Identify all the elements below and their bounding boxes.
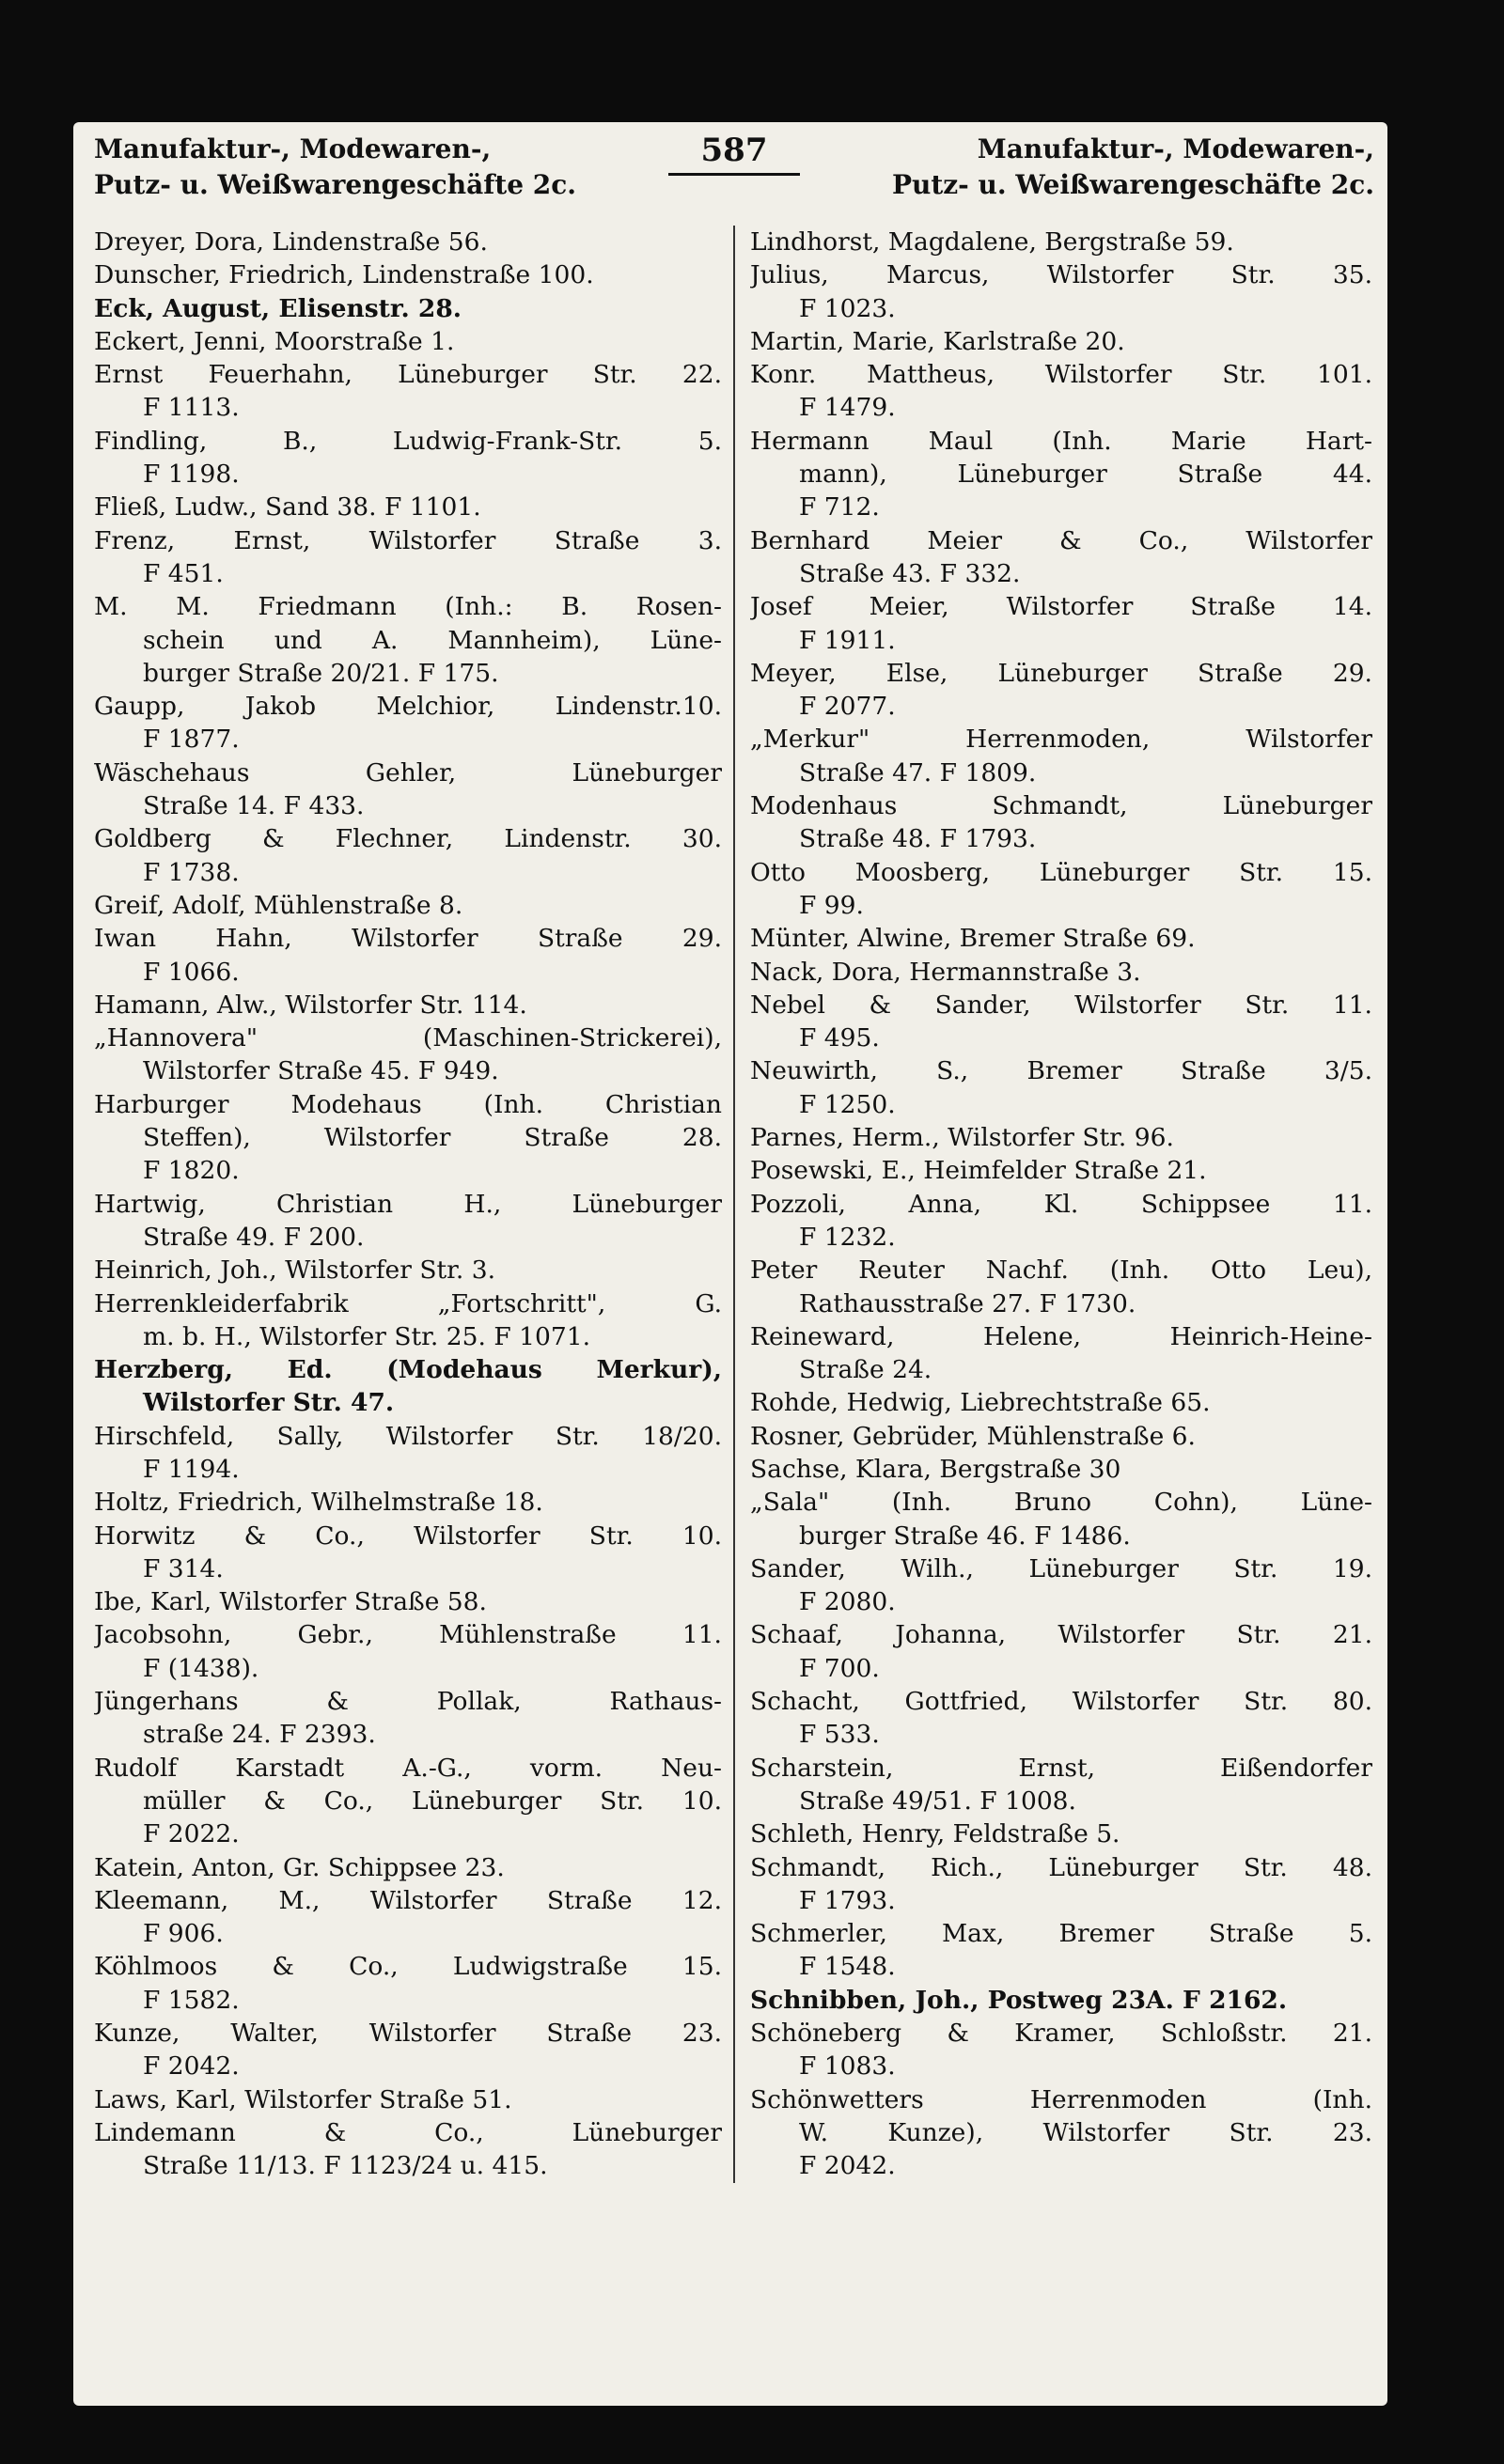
directory-entry <box>94 1950 722 2017</box>
entry-continuation-line: F 99. <box>799 890 864 920</box>
entry-continuation-line: Wilstorfer Straße 45. F 949. <box>143 1056 499 1086</box>
directory-entry <box>750 1817 1372 1850</box>
entry-name-line: Schaaf, Johanna, Wilstorfer Str. 21. <box>750 1620 1372 1650</box>
directory-entry <box>94 1088 722 1188</box>
directory-entry <box>94 690 722 756</box>
entry-continuation-line: Straße 48. F 1793. <box>799 824 1037 854</box>
entry-name-line: Nebel & Sander, Wilstorfer Str. 11. <box>750 990 1372 1020</box>
entry-continuation-line: F 495. <box>799 1023 880 1053</box>
entry-continuation-line: F 2022. <box>143 1819 240 1849</box>
entry-continuation-line: F 1194. <box>143 1454 240 1484</box>
left-column <box>94 226 733 2183</box>
entry-continuation-line: Straße 14. F 433. <box>143 791 365 821</box>
entry-name-line: Kunze, Walter, Wilstorfer Straße 23. <box>94 2019 722 2049</box>
entry-name-line: Reineward, Helene, Heinrich-Heine- <box>750 1321 1372 1351</box>
entry-name-line: Katein, Anton, Gr. Schippsee 23. <box>94 1852 505 1882</box>
directory-entry <box>750 325 1372 358</box>
directory-entry <box>94 325 722 358</box>
page-header <box>94 132 1374 226</box>
entry-name-line: Josef Meier, Wilstorfer Straße 14. <box>750 592 1372 622</box>
entry-name-line: Otto Moosberg, Lüneburger Str. 15. <box>750 857 1372 887</box>
entry-name-line: Scharstein, Ernst, Eißendorfer <box>750 1753 1372 1783</box>
entry-continuation-line: F 1582. <box>143 1985 240 2015</box>
entry-name-line: Lindhorst, Magdalene, Bergstraße 59. <box>750 227 1234 257</box>
entry-name-line: Eck, August, Elisenstr. 28. <box>94 293 462 323</box>
directory-entry <box>750 723 1372 789</box>
directory-entry <box>750 789 1372 856</box>
entry-name-line: Hartwig, Christian H., Lüneburger <box>94 1189 722 1219</box>
directory-entry <box>94 922 722 989</box>
directory-entry <box>750 1486 1372 1552</box>
directory-entry <box>94 1353 722 1420</box>
directory-entry <box>750 1054 1372 1121</box>
entry-name-line: Schacht, Gottfried, Wilstorfer Str. 80. <box>750 1687 1372 1717</box>
running-head-left <box>94 132 576 203</box>
entry-continuation-line: F 1066. <box>143 957 240 987</box>
entry-continuation-line: straße 24. F 2393. <box>143 1720 376 1750</box>
entry-name-line: Herrenkleiderfabrik „Fortschritt", G. <box>94 1288 722 1318</box>
directory-entry <box>94 226 722 258</box>
entry-name-line: Sachse, Klara, Bergstraße 30 <box>750 1454 1121 1484</box>
directory-entry <box>94 358 722 425</box>
directory-entry <box>750 1254 1372 1320</box>
entry-continuation-line: W. Kunze), Wilstorfer Str. 23. <box>799 2117 1372 2147</box>
directory-entry <box>94 1287 722 1354</box>
entry-continuation-line: F 1250. <box>799 1089 896 1119</box>
directory-entry <box>94 1520 722 1586</box>
directory-entry <box>94 989 722 1021</box>
directory-entry <box>750 226 1372 258</box>
entry-name-line: Münter, Alwine, Bremer Straße 69. <box>750 924 1196 954</box>
entry-continuation-line: F 1232. <box>799 1222 896 1252</box>
entry-continuation-line: F 533. <box>799 1720 880 1750</box>
entry-continuation-line: F 451. <box>143 558 224 588</box>
entry-continuation-line: F 314. <box>143 1553 224 1583</box>
directory-entry <box>750 1552 1372 1619</box>
directory-entry <box>750 1420 1372 1453</box>
entry-continuation-line: F 2080. <box>799 1587 896 1617</box>
directory-entry <box>750 1685 1372 1752</box>
directory-entry <box>750 657 1372 724</box>
entry-name-line: Schöneberg & Kramer, Schloßstr. 21. <box>750 2019 1372 2049</box>
directory-entry <box>94 2017 722 2083</box>
entry-name-line: Jacobsohn, Gebr., Mühlenstraße 11. <box>94 1620 722 1650</box>
entry-continuation-line: schein und A. Mannheim), Lüne- <box>143 625 722 655</box>
directory-entry <box>750 956 1372 989</box>
entry-name-line: „Merkur" Herrenmoden, Wilstorfer <box>750 725 1372 755</box>
directory-entry <box>750 2083 1372 2183</box>
entry-continuation-line: F 1023. <box>799 293 896 323</box>
entry-continuation-line: Straße 43. F 332. <box>799 558 1021 588</box>
entry-name-line: Heinrich, Joh., Wilstorfer Str. 3. <box>94 1255 496 1286</box>
directory-entry <box>750 524 1372 591</box>
directory-entry <box>94 1884 722 1951</box>
entry-name-line: Frenz, Ernst, Wilstorfer Straße 3. <box>94 525 722 555</box>
right-column <box>733 226 1372 2183</box>
entry-name-line: Dunscher, Friedrich, Lindenstraße 100. <box>94 260 594 290</box>
entry-name-line: „Hannovera" (Maschinen-Strickerei), <box>94 1023 722 1053</box>
entry-name-line: Nack, Dora, Hermannstraße 3. <box>750 957 1141 987</box>
entry-continuation-line: F 712. <box>799 492 880 522</box>
directory-entry <box>94 1685 722 1752</box>
entry-name-line: Modenhaus Schmandt, Lüneburger <box>750 791 1372 821</box>
entry-continuation-line: F 2042. <box>799 2151 896 2181</box>
entry-name-line: Rudolf Karstadt A.-G., vorm. Neu- <box>94 1753 722 1783</box>
page-number-block <box>668 132 800 176</box>
entry-name-line: Hirschfeld, Sally, Wilstorfer Str. 18/20. <box>94 1421 722 1451</box>
directory-entry <box>94 1486 722 1519</box>
directory-entry <box>94 1851 722 1884</box>
entry-continuation-line: F 1548. <box>799 1952 896 1982</box>
directory-entry <box>94 292 722 325</box>
entry-continuation-line: F 2042. <box>143 2051 240 2082</box>
entry-continuation-line: F 1198. <box>143 460 240 490</box>
running-head-right <box>892 132 1374 203</box>
entry-continuation-line: Wilstorfer Str. 47. <box>143 1388 395 1418</box>
entry-name-line: Rohde, Hedwig, Liebrechtstraße 65. <box>750 1388 1211 1418</box>
directory-entry <box>750 856 1372 923</box>
entry-name-line: Herzberg, Ed. (Modehaus Merkur), <box>94 1355 722 1385</box>
entry-name-line: Posewski, E., Heimfelder Straße 21. <box>750 1156 1207 1186</box>
entry-continuation-line: F 2077. <box>799 692 896 722</box>
directory-entry <box>94 1254 722 1287</box>
entry-continuation-line: burger Straße 20/21. F 175. <box>143 658 499 688</box>
entry-continuation-line: F 1877. <box>143 725 240 755</box>
directory-entry <box>750 590 1372 657</box>
entry-name-line: Jüngerhans & Pollak, Rathaus- <box>94 1687 722 1717</box>
directory-entry <box>94 1021 722 1088</box>
running-head-right-line2: Putz- u. Weißwarengeschäfte 2c. <box>891 169 1374 200</box>
directory-entry <box>94 1420 722 1487</box>
entry-name-line: Schmerler, Max, Bremer Straße 5. <box>750 1919 1372 1949</box>
entry-name-line: Köhlmoos & Co., Ludwigstraße 15. <box>94 1952 722 1982</box>
entry-continuation-line: Straße 24. <box>799 1355 932 1385</box>
entry-name-line: Pozzoli, Anna, Kl. Schippsee 11. <box>750 1189 1372 1219</box>
directory-entry <box>750 1851 1372 1918</box>
entry-continuation-line: Straße 11/13. F 1123/24 u. 415. <box>143 2151 548 2181</box>
entry-name-line: Peter Reuter Nachf. (Inh. Otto Leu), <box>750 1255 1372 1286</box>
entry-name-line: Goldberg & Flechner, Lindenstr. 30. <box>94 824 722 854</box>
directory-entry <box>94 2083 722 2116</box>
directory-entry <box>94 1585 722 1618</box>
entry-name-line: Hamann, Alw., Wilstorfer Str. 114. <box>94 990 527 1020</box>
directory-entry <box>750 1453 1372 1486</box>
directory-entry <box>750 1752 1372 1818</box>
directory-entry <box>94 1752 722 1851</box>
entry-name-line: Sander, Wilh., Lüneburger Str. 19. <box>750 1553 1372 1583</box>
entry-continuation-line: Steffen), Wilstorfer Straße 28. <box>143 1123 722 1153</box>
entry-continuation-line: müller & Co., Lüneburger Str. 10. <box>143 1786 722 1816</box>
entry-name-line: Eckert, Jenni, Moorstraße 1. <box>94 326 455 356</box>
directory-entry <box>750 1618 1372 1685</box>
entry-name-line: Rosner, Gebrüder, Mühlenstraße 6. <box>750 1421 1196 1451</box>
entry-name-line: Bernhard Meier & Co., Wilstorfer <box>750 525 1372 555</box>
entry-continuation-line: mann), Lüneburger Straße 44. <box>799 460 1372 490</box>
directory-entry <box>94 1618 722 1685</box>
entry-name-line: Kleemann, M., Wilstorfer Straße 12. <box>94 1885 722 1915</box>
entry-name-line: „Sala" (Inh. Bruno Cohn), Lüne- <box>750 1488 1372 1518</box>
directory-entry <box>94 1188 722 1255</box>
entry-continuation-line: F (1438). <box>143 1653 259 1683</box>
directory-entry <box>750 425 1372 524</box>
entry-continuation-line: Rathausstraße 27. F 1730. <box>799 1288 1136 1318</box>
entry-name-line: Fließ, Ludw., Sand 38. F 1101. <box>94 492 481 522</box>
directory-entry <box>750 1320 1372 1387</box>
entry-continuation-line: F 1911. <box>799 625 896 655</box>
entry-name-line: Holtz, Friedrich, Wilhelmstraße 18. <box>94 1488 543 1518</box>
entry-name-line: Martin, Marie, Karlstraße 20. <box>750 326 1125 356</box>
running-head-left-line2: Putz- u. Weißwarengeschäfte 2c. <box>94 169 577 200</box>
directory-columns <box>94 226 1374 2183</box>
entry-continuation-line: Straße 47. F 1809. <box>799 757 1037 788</box>
entry-name-line: Schleth, Henry, Feldstraße 5. <box>750 1819 1120 1849</box>
directory-entry <box>750 1121 1372 1154</box>
entry-continuation-line: Straße 49. F 200. <box>143 1222 365 1252</box>
entry-continuation-line: F 700. <box>799 1653 880 1683</box>
entry-name-line: Gaupp, Jakob Melchior, Lindenstr.10. <box>94 692 722 722</box>
directory-entry <box>94 2116 722 2183</box>
entry-name-line: Iwan Hahn, Wilstorfer Straße 29. <box>94 924 722 954</box>
entry-name-line: Hermann Maul (Inh. Marie Hart- <box>750 426 1372 456</box>
directory-entry <box>750 1984 1372 2017</box>
directory-entry <box>94 756 722 823</box>
running-head-right-line1: Manufaktur-, Modewaren-, <box>977 133 1374 164</box>
entry-name-line: Harburger Modehaus (Inh. Christian <box>94 1089 722 1119</box>
entry-continuation-line: burger Straße 46. F 1486. <box>799 1521 1131 1551</box>
running-head-left-line1: Manufaktur-, Modewaren-, <box>94 133 492 164</box>
entry-name-line: Meyer, Else, Lüneburger Straße 29. <box>750 658 1372 688</box>
entry-continuation-line: F 1793. <box>799 1885 896 1915</box>
entry-name-line: Parnes, Herm., Wilstorfer Str. 96. <box>750 1123 1174 1153</box>
entry-continuation-line: m. b. H., Wilstorfer Str. 25. F 1071. <box>143 1321 590 1351</box>
entry-name-line: Wäschehaus Gehler, Lüneburger <box>94 757 722 788</box>
entry-continuation-line: F 1820. <box>143 1156 240 1186</box>
entry-continuation-line: F 1083. <box>799 2051 896 2082</box>
directory-entry <box>94 822 722 889</box>
directory-entry <box>94 425 722 491</box>
entry-continuation-line: F 1113. <box>143 393 240 423</box>
entry-name-line: Horwitz & Co., Wilstorfer Str. 10. <box>94 1521 722 1551</box>
directory-entry <box>94 524 722 591</box>
entry-name-line: Julius, Marcus, Wilstorfer Str. 35. <box>750 260 1372 290</box>
entry-name-line: Ibe, Karl, Wilstorfer Straße 58. <box>94 1587 487 1617</box>
entry-continuation-line: F 1479. <box>799 393 896 423</box>
entry-continuation-line: F 1738. <box>143 857 240 887</box>
directory-entry <box>750 989 1372 1055</box>
directory-entry <box>94 491 722 523</box>
entry-name-line: Schönwetters Herrenmoden (Inh. <box>750 2084 1372 2114</box>
directory-entry <box>750 2017 1372 2083</box>
directory-entry <box>750 258 1372 325</box>
page-number: 587 <box>700 132 768 169</box>
entry-continuation-line: F 906. <box>143 1919 224 1949</box>
entry-name-line: M. M. Friedmann (Inh.: B. Rosen- <box>94 592 722 622</box>
directory-entry <box>94 258 722 291</box>
entry-name-line: Neuwirth, S., Bremer Straße 3/5. <box>750 1056 1372 1086</box>
entry-name-line: Schnibben, Joh., Postweg 23A. F 2162. <box>750 1985 1288 2015</box>
entry-name-line: Lindemann & Co., Lüneburger <box>94 2117 722 2147</box>
directory-entry <box>750 1917 1372 1984</box>
entry-name-line: Konr. Mattheus, Wilstorfer Str. 101. <box>750 360 1372 390</box>
directory-page <box>73 122 1387 2406</box>
entry-name-line: Findling, B., Ludwig-Frank-Str. 5. <box>94 426 722 456</box>
directory-entry <box>750 1386 1372 1419</box>
header-rule <box>668 173 800 176</box>
directory-entry <box>750 1188 1372 1255</box>
directory-entry <box>750 358 1372 425</box>
directory-entry <box>750 1154 1372 1187</box>
entry-continuation-line: Straße 49/51. F 1008. <box>799 1786 1076 1816</box>
entry-name-line: Dreyer, Dora, Lindenstraße 56. <box>94 227 488 257</box>
entry-name-line: Laws, Karl, Wilstorfer Straße 51. <box>94 2084 512 2114</box>
directory-entry <box>750 922 1372 955</box>
directory-entry <box>94 889 722 922</box>
entry-name-line: Ernst Feuerhahn, Lüneburger Str. 22. <box>94 360 722 390</box>
directory-entry <box>94 590 722 690</box>
entry-name-line: Schmandt, Rich., Lüneburger Str. 48. <box>750 1852 1372 1882</box>
entry-name-line: Greif, Adolf, Mühlenstraße 8. <box>94 890 463 920</box>
